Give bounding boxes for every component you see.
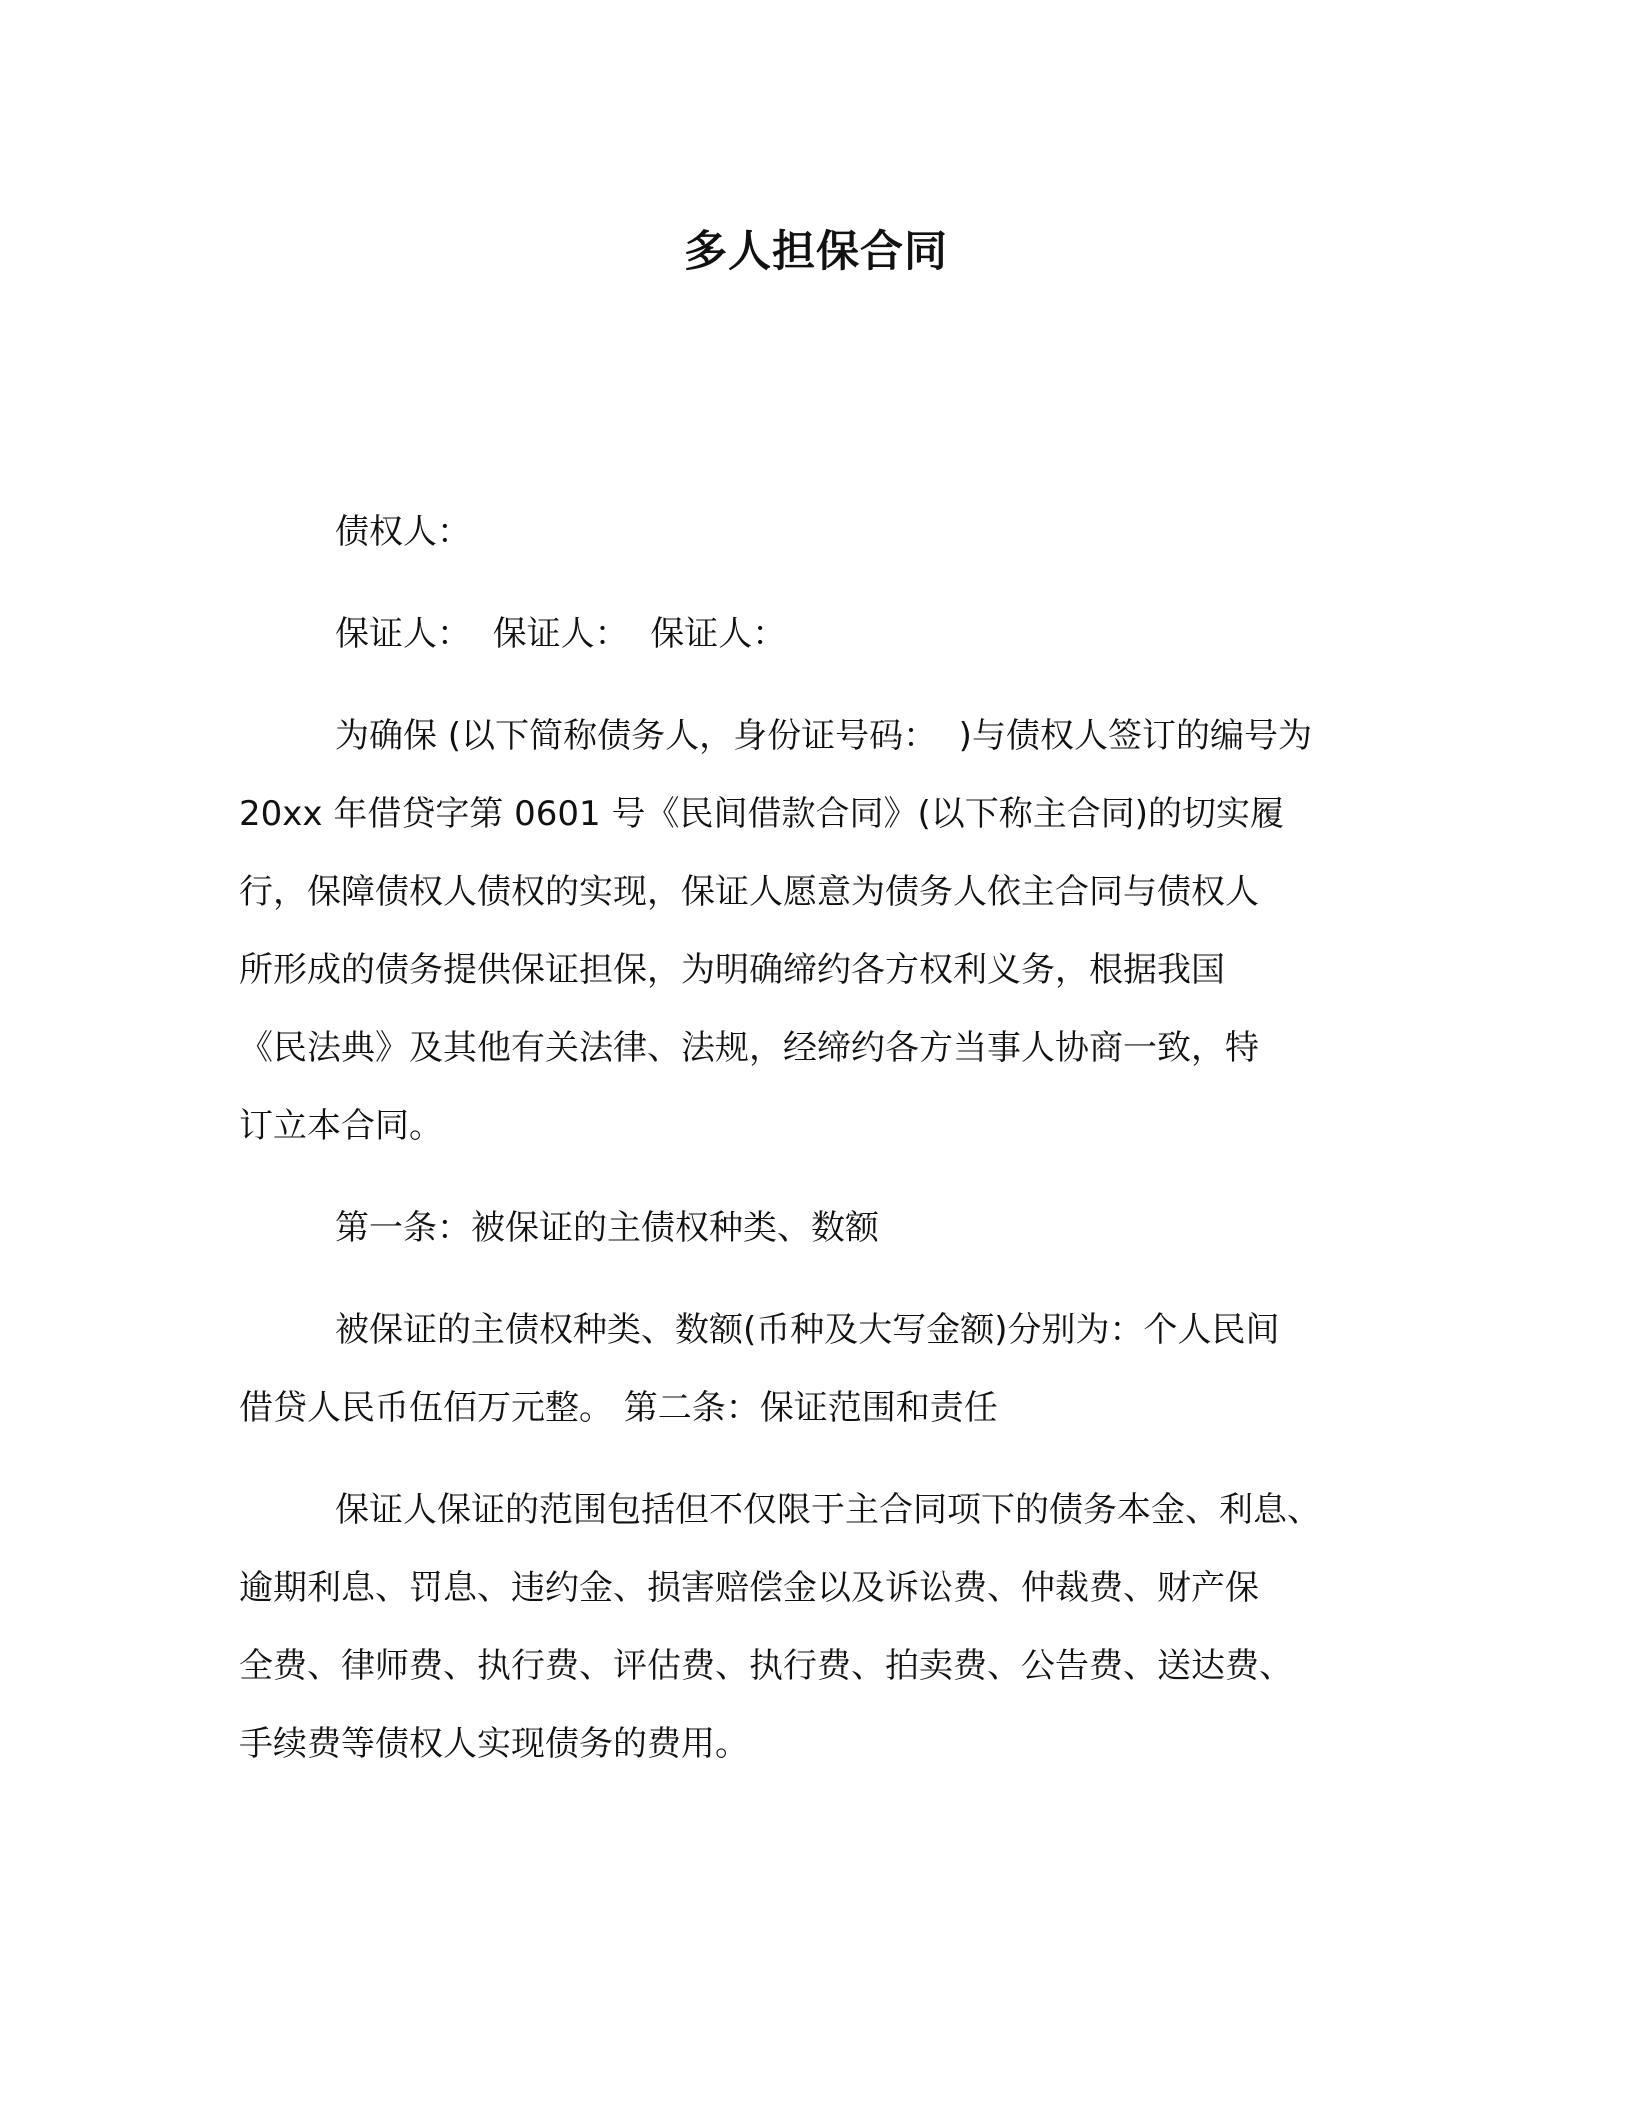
paragraph-line: 所形成的债务提供保证担保，为明确缔约各方权利义务，根据我国 — [239, 950, 1225, 990]
paragraph-line: 行，保障债权人债权的实现，保证人愿意为债务人依主合同与债权人 — [239, 872, 1259, 912]
article2-paragraph — [239, 1471, 1419, 1783]
paragraph-line: 全费、律师费、执行费、评估费、执行费、拍卖费、公告费、送达费、 — [239, 1646, 1293, 1686]
paragraph-line: 《民法典》及其他有关法律、法规，经缔约各方当事人协商一致，特 — [239, 1028, 1259, 1068]
paragraph-line: 手续费等债权人实现债务的费用。 — [239, 1724, 749, 1764]
paragraph-line: 为确保 (以下简称债务人，身份证号码： )与债权人签订的编号为 — [335, 716, 1312, 756]
paragraph-line: 保证人保证的范围包括但不仅限于主合同项下的债务本金、利息、 — [335, 1490, 1321, 1530]
preamble-paragraph — [239, 697, 1419, 1165]
paragraph-line: 债权人： — [335, 512, 471, 552]
paragraph-line: 20xx 年借贷字第 0601 号《民间借款合同》(以下称主合同)的切实履 — [239, 794, 1284, 834]
paragraph-line: 借贷人民币伍佰万元整。 第二条：保证范围和责任 — [239, 1388, 998, 1428]
paragraph-line: 第一条：被保证的主债权种类、数额 — [335, 1208, 879, 1248]
paragraph-line: 被保证的主债权种类、数额(币种及大写金额)分别为：个人民间 — [335, 1310, 1280, 1350]
article1-heading — [239, 1189, 1419, 1267]
article1-paragraph — [239, 1291, 1419, 1447]
guarantors-line — [239, 595, 1419, 673]
paragraph-line: 订立本合同。 — [239, 1106, 443, 1146]
document-title: 多人担保合同 — [684, 227, 948, 277]
document-body — [239, 493, 1419, 1783]
paragraph-line: 逾期利息、罚息、违约金、损害赔偿金以及诉讼费、仲裁费、财产保 — [239, 1568, 1259, 1608]
creditor-line — [239, 493, 1419, 571]
paragraph-line: 保证人： 保证人： 保证人： — [335, 614, 787, 654]
